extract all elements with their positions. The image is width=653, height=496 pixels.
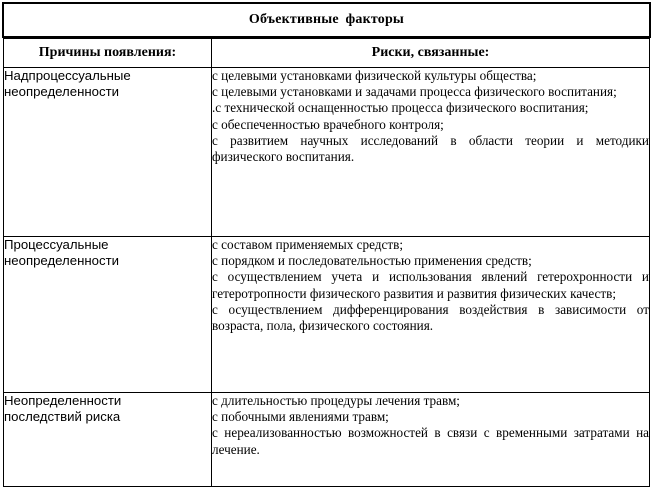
cause-cell bbox=[4, 68, 212, 237]
risk-item: с развитием научных исследований в области теории и методики физического воспитания. bbox=[212, 132, 649, 165]
risks-cell bbox=[212, 393, 650, 487]
risks-cell bbox=[212, 237, 650, 393]
risk-item: с побочными явлениями травм; bbox=[212, 409, 389, 425]
table-row bbox=[4, 393, 650, 487]
risk-item: .с технической оснащенностью процесса физического воспитания; bbox=[212, 100, 589, 116]
risk-item: с порядком и последовательностью применения средств; bbox=[212, 253, 532, 269]
risk-item: с целевыми установками физической культуры общества; bbox=[212, 68, 537, 83]
cause-line: Неопределенности bbox=[4, 393, 122, 408]
header-row bbox=[4, 39, 650, 68]
risks-cell bbox=[212, 68, 650, 237]
cause-line: неопределенности bbox=[4, 84, 119, 100]
table-row bbox=[4, 237, 650, 393]
risk-item: с составом применяемых средств; bbox=[212, 237, 403, 252]
cause-cell bbox=[4, 393, 212, 487]
risk-item: с обеспеченностью врачебного контроля; bbox=[212, 116, 444, 132]
risk-item: с осуществлением учета и использования явлений гетерохронности и гетеротропности физического развития и развития физических качеств; bbox=[212, 269, 649, 301]
cause-line: Надпроцессуальные bbox=[4, 68, 131, 83]
table-row bbox=[4, 68, 650, 237]
cause-line: неопределенности bbox=[4, 253, 119, 269]
cause-line: Процессуальные bbox=[4, 237, 109, 252]
header-causes: Причины появления: bbox=[4, 39, 212, 68]
risk-item: с осуществлением дифференцирования воздействия в зависимости от возраста, пола, физического состояния. bbox=[212, 301, 649, 334]
factors-table bbox=[3, 38, 650, 487]
risk-item: с нереализованностью возможностей в связи с временными затратами на лечение. bbox=[212, 425, 649, 457]
cause-line: последствий риска bbox=[4, 409, 121, 425]
header-risks: Риски, связанные: bbox=[212, 39, 650, 68]
cause-cell bbox=[4, 237, 212, 393]
table-title: Объективные факторы bbox=[2, 2, 651, 38]
risk-item: с длительностью процедуры лечения травм; bbox=[212, 393, 460, 408]
risk-item: с целевыми установками и задачами процесса физического воспитания; bbox=[212, 84, 617, 100]
